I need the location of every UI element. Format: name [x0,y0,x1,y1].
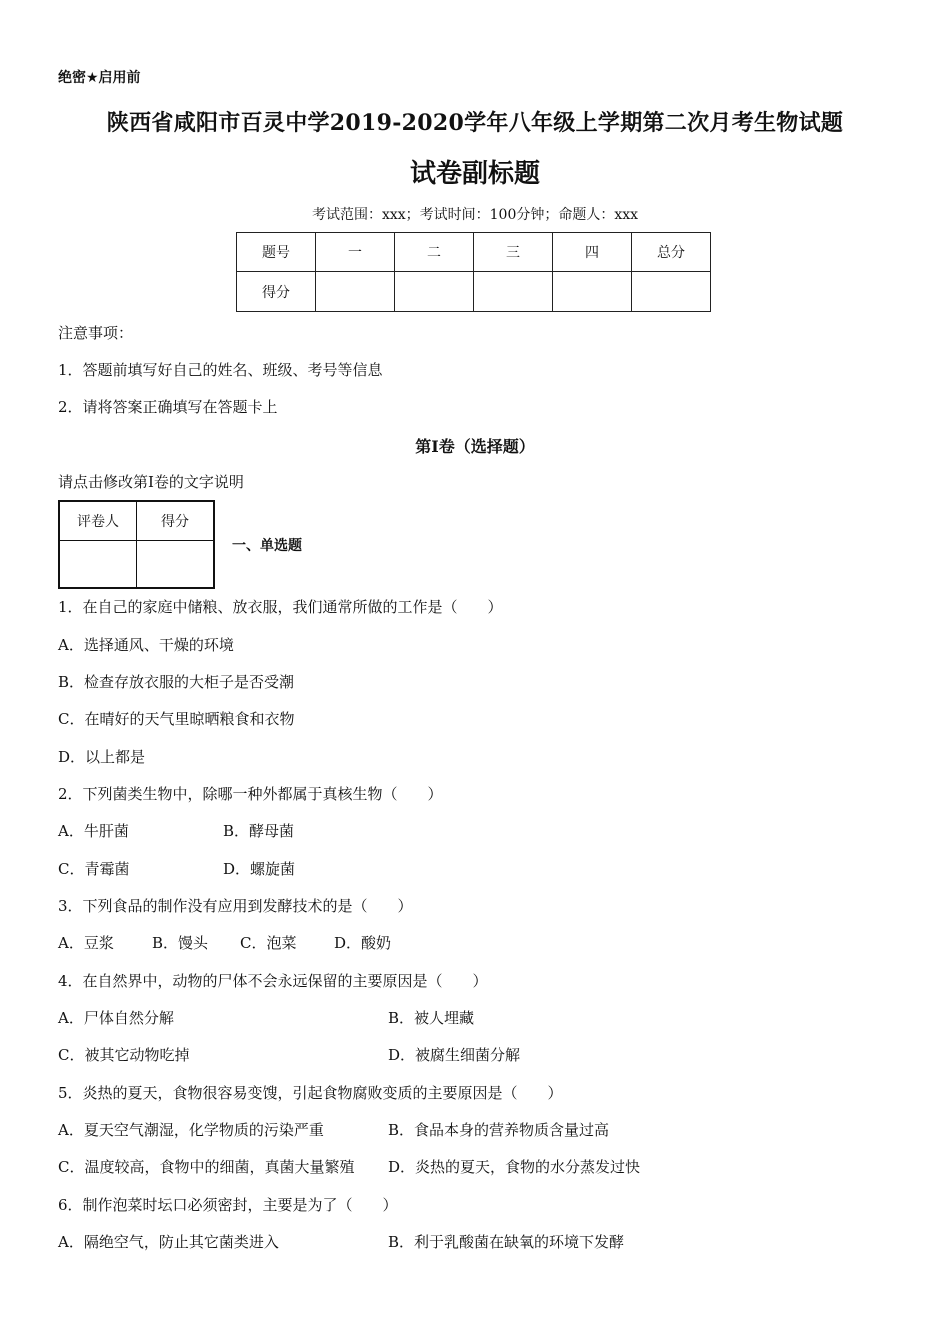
question-stem: 1．在自己的家庭中储粮、放衣服，我们通常所做的工作是（ ） [58,598,503,616]
question-option: B．食品本身的营养物质含量过高 [388,1121,610,1139]
question-option: C．泡菜 [240,934,297,952]
score-cell [395,272,474,312]
score-header-cell: 一 [316,233,395,272]
question-option: A．隔绝空气，防止其它菌类进入 [58,1233,279,1251]
question-option: B．被人埋藏 [388,1009,475,1027]
score-table-score-row [237,272,711,312]
question-option: A．选择通风、干燥的环境 [58,636,234,654]
notes-title: 注意事项： [58,324,134,342]
score-header-cell: 四 [553,233,632,272]
score-header-cell: 三 [474,233,553,272]
grader-entry-cell [137,541,215,589]
section-title: 第I卷（选择题） [415,437,535,456]
score-header-cell: 题号 [237,233,316,272]
question-option: A．尸体自然分解 [58,1009,174,1027]
grader-header-cell: 得分 [137,501,215,541]
part-title: 一、单选题 [232,538,302,554]
question-option: B．馒头 [152,934,209,952]
question-option: A．豆浆 [58,934,114,952]
score-cell [632,272,711,312]
question-stem: 5．炎热的夏天，食物很容易变馊，引起食物腐败变质的主要原因是（ ） [58,1084,563,1102]
question-option: D．炎热的夏天，食物的水分蒸发过快 [388,1158,641,1176]
question-option: B．检查存放衣服的大柜子是否受潮 [58,673,295,691]
question-stem: 6．制作泡菜时坛口必须密封，主要是为了（ ） [58,1196,398,1214]
question-option: A．夏天空气潮湿，化学物质的污染严重 [58,1121,324,1139]
question-option: C．在晴好的天气里晾晒粮食和衣物 [58,710,295,728]
grader-entry-row [59,541,214,589]
score-header-cell: 二 [395,233,474,272]
score-cell [474,272,553,312]
grader-entry-cell [59,541,137,589]
score-cell [553,272,632,312]
note-item: 2．请将答案正确填写在答题卡上 [58,398,278,416]
note-item: 1．答题前填写好自己的姓名、班级、考号等信息 [58,361,383,379]
question-stem: 3．下列食品的制作没有应用到发酵技术的是（ ） [58,897,413,915]
score-table-header-row [237,233,711,272]
section-description: 请点击修改第I卷的文字说明 [58,473,244,491]
question-option: D．以上都是 [58,748,146,766]
grader-table [58,500,215,589]
question-option: D．螺旋菌 [223,860,296,878]
score-header-cell: 总分 [632,233,711,272]
question-option: C．温度较高，食物中的细菌，真菌大量繁殖 [58,1158,355,1176]
question-option: B．利于乳酸菌在缺氧的环境下发酵 [388,1233,625,1251]
score-row-label: 得分 [237,272,316,312]
score-cell [316,272,395,312]
exam-info: 考试范围：xxx；考试时间：100分钟；命题人：xxx [311,207,639,223]
question-stem: 2．下列菌类生物中，除哪一种外都属于真核生物（ ） [58,785,443,803]
question-option: B．酵母菌 [223,822,295,840]
exam-title: 陕西省咸阳市百灵中学2019-2020学年八年级上学期第二次月考生物试题 [106,110,844,136]
score-table [236,232,711,312]
question-option: C．被其它动物吃掉 [58,1046,190,1064]
question-option: D．被腐生细菌分解 [388,1046,521,1064]
grader-header-cell: 评卷人 [59,501,137,541]
exam-subtitle: 试卷副标题 [409,159,540,189]
confidential-mark: 绝密★启用前 [58,70,141,86]
grader-header-row [59,501,214,541]
question-option: D．酸奶 [334,934,392,952]
question-option: C．青霉菌 [58,860,130,878]
question-option: A．牛肝菌 [58,822,129,840]
question-stem: 4．在自然界中，动物的尸体不会永远保留的主要原因是（ ） [58,972,488,990]
